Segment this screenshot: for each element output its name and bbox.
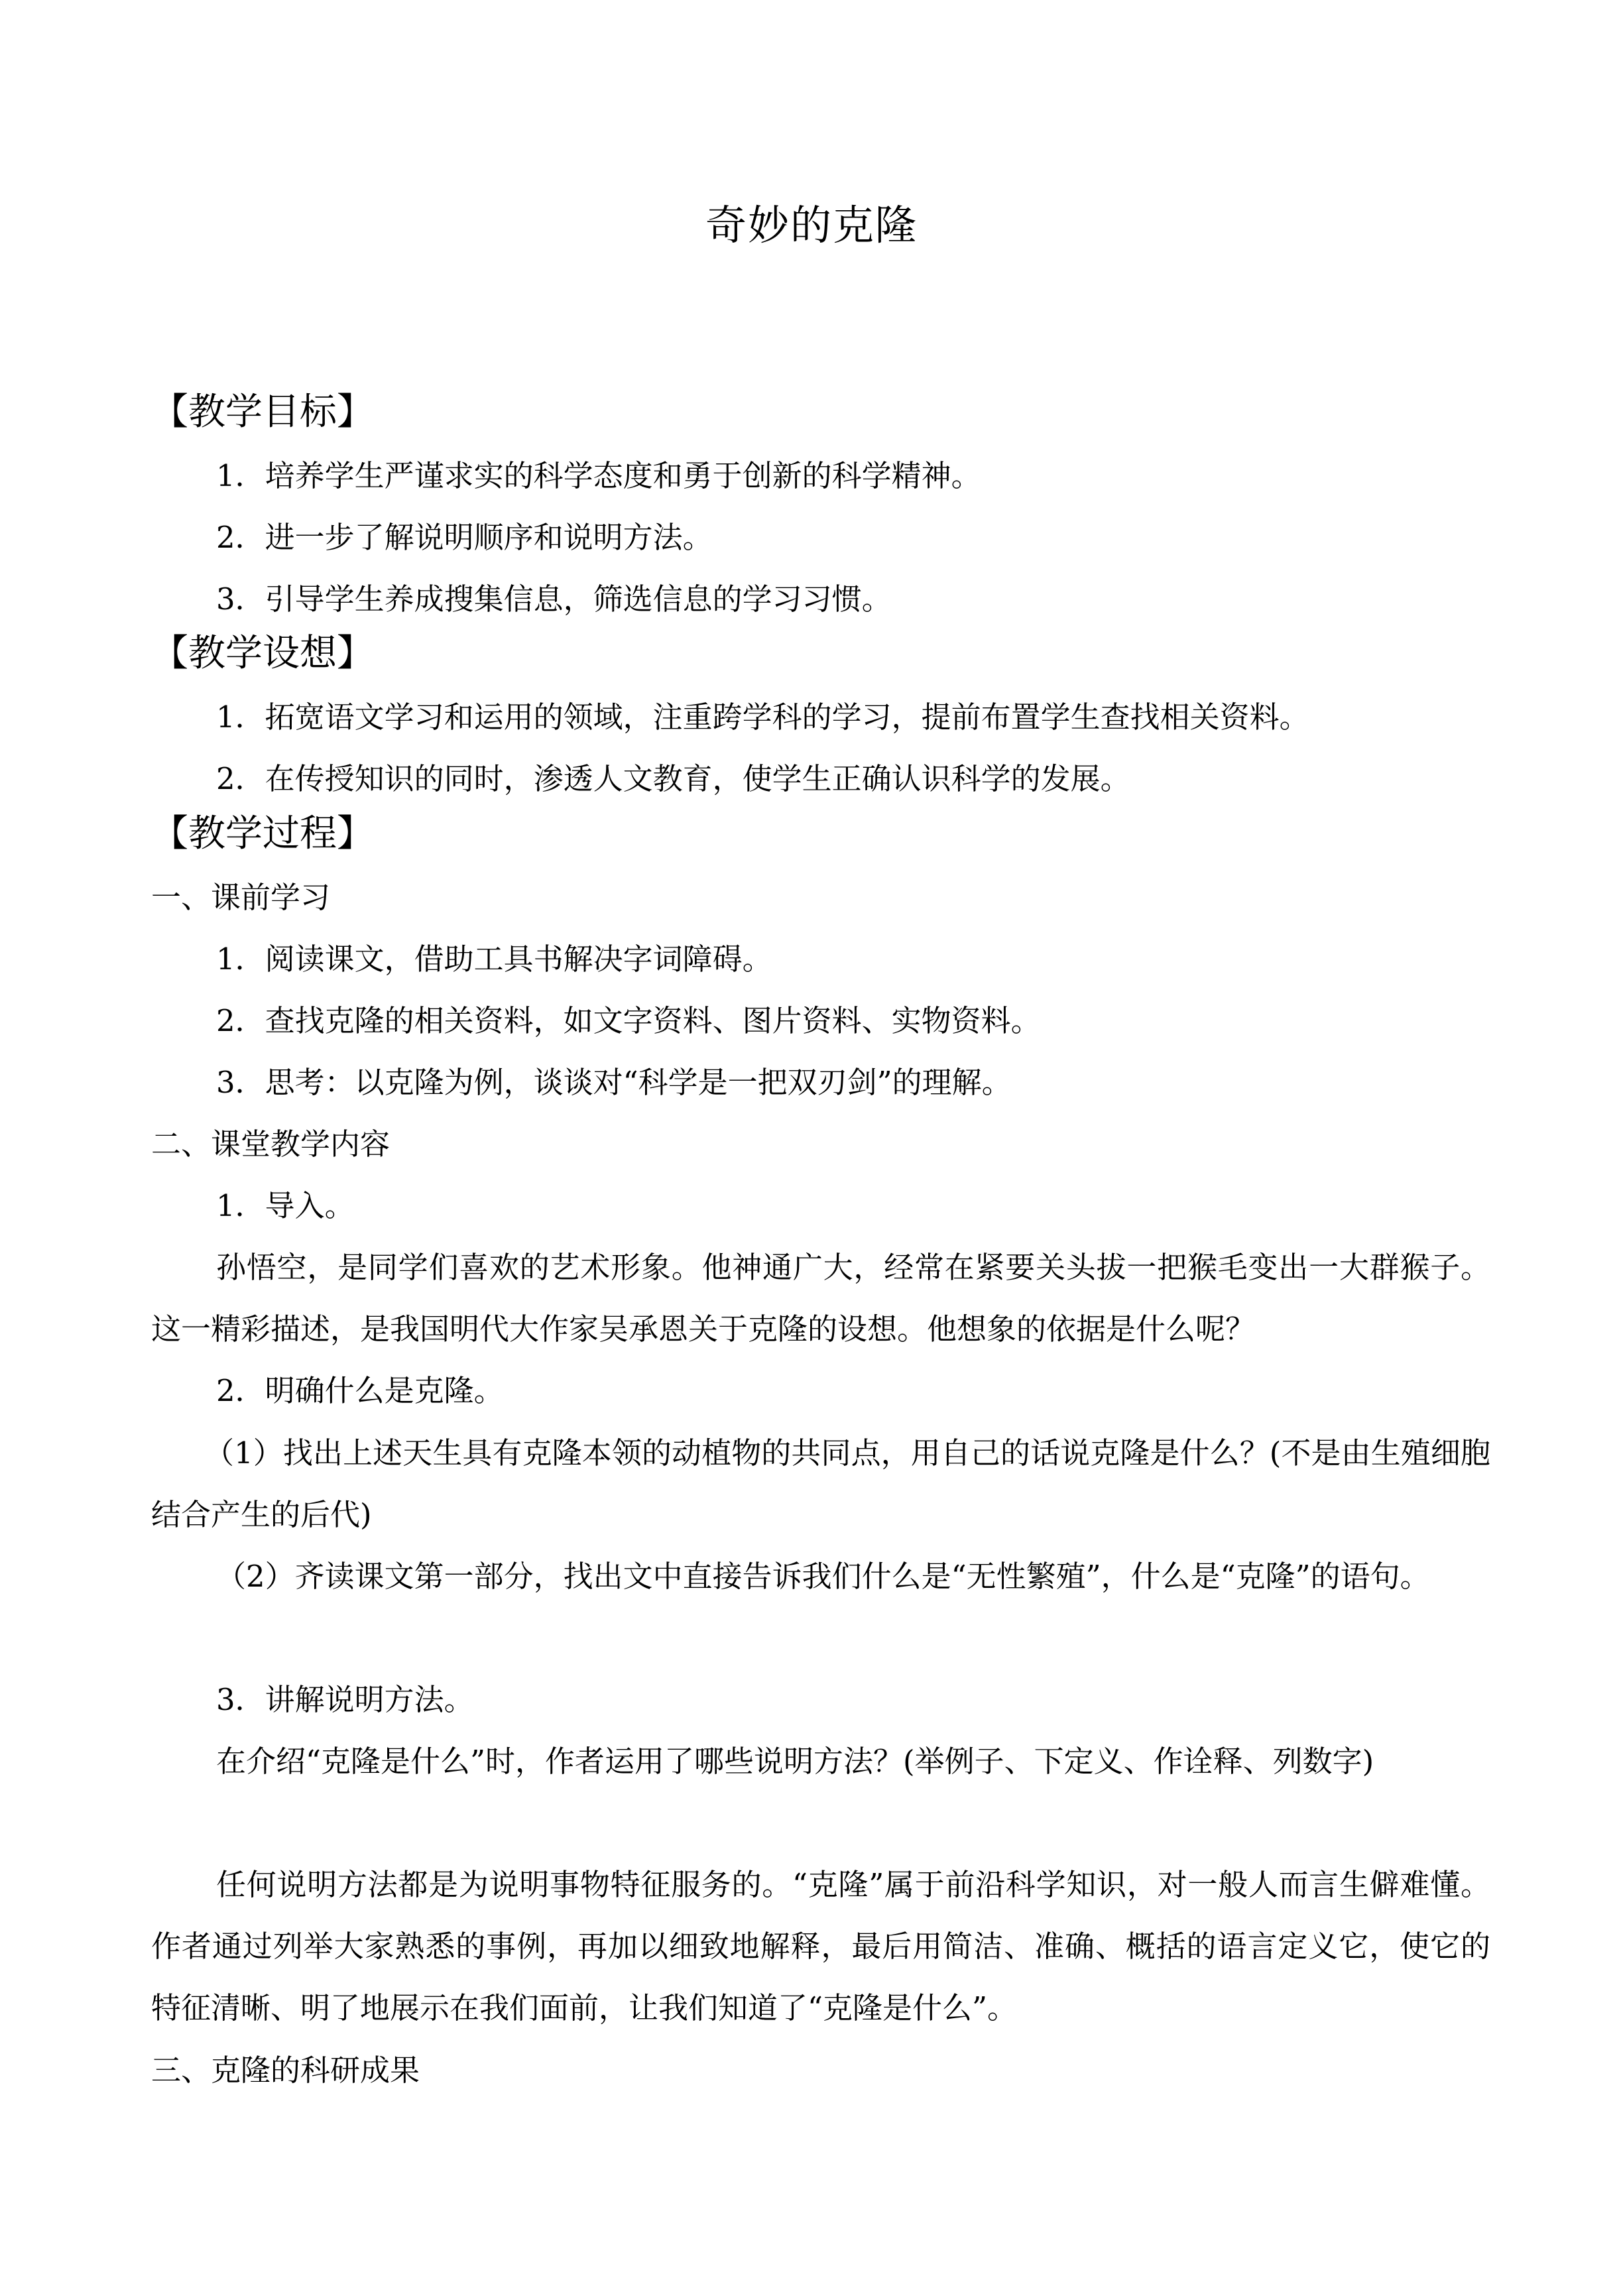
method-answer: 任何说明方法都是为说明事物特征服务的。“克隆”属于前沿科学知识，对一般人而言生僻难懂。作者通过列举大家熟悉的事例，再加以细致地解释，最后用简洁、准确、概括的语言定义它，使它的特征清晰、明了地展示在我们面前，让我们知道了“克隆是什么”。 bbox=[151, 1867, 1490, 2025]
idea-item-1: 1．拓宽语文学习和运用的领域，注重跨学科的学习，提前布置学生查找相关资料。 bbox=[216, 699, 1309, 735]
page-title: 奇妙的克隆 bbox=[705, 201, 918, 249]
method-question: 在介绍“克隆是什么”时，作者运用了哪些说明方法？(举例子、下定义、作诠释、列数字) bbox=[216, 1744, 1374, 1779]
part3-title: 三、克隆的科研成果 bbox=[151, 2053, 420, 2088]
part2-title: 二、课堂教学内容 bbox=[151, 1126, 391, 1162]
part1-item-1: 1．阅读课文，借助工具书解决字词障碍。 bbox=[216, 941, 772, 977]
part2-step2: 2．明确什么是克隆。 bbox=[216, 1373, 504, 1408]
goal-item-3: 3．引导学生养成搜集信息，筛选信息的学习习惯。 bbox=[216, 581, 892, 617]
idea-item-2: 2．在传授知识的同时，渗透人文教育，使学生正确认识科学的发展。 bbox=[216, 761, 1130, 796]
part1-item-2: 2．查找克隆的相关资料，如文字资料、图片资料、实物资料。 bbox=[216, 1003, 1041, 1038]
heading-goals: 【教学目标】 bbox=[151, 391, 374, 434]
part1-item-3: 3．思考：以克隆为例，谈谈对“科学是一把双刃剑”的理解。 bbox=[216, 1065, 1012, 1100]
part2-step1: 1．导入。 bbox=[216, 1188, 355, 1223]
goal-item-2: 2．进一步了解说明顺序和说明方法。 bbox=[216, 520, 713, 555]
heading-process: 【教学过程】 bbox=[151, 812, 374, 855]
part1-title: 一、课前学习 bbox=[151, 880, 331, 915]
heading-ideas: 【教学设想】 bbox=[151, 632, 374, 675]
part2-step3: 3．讲解说明方法。 bbox=[216, 1682, 474, 1717]
question-2: （2）齐读课文第一部分，找出文中直接告诉我们什么是“无性繁殖”，什么是“克隆”的语句。 bbox=[216, 1559, 1430, 1594]
question-1: （1）找出上述天生具有克隆本领的动植物的共同点，用自己的话说克隆是什么？(不是由生殖细胞结合产生的后代) bbox=[151, 1435, 1490, 1532]
goal-item-1: 1．培养学生严谨求实的科学态度和勇于创新的科学精神。 bbox=[216, 458, 981, 493]
intro-paragraph: 孙悟空，是同学们喜欢的艺术形象。他神通广大，经常在紧要关头拔一把猴毛变出一大群猴子。这一精彩描述，是我国明代大作家吴承恩关于克隆的设想。他想象的依据是什么呢？ bbox=[151, 1250, 1490, 1347]
